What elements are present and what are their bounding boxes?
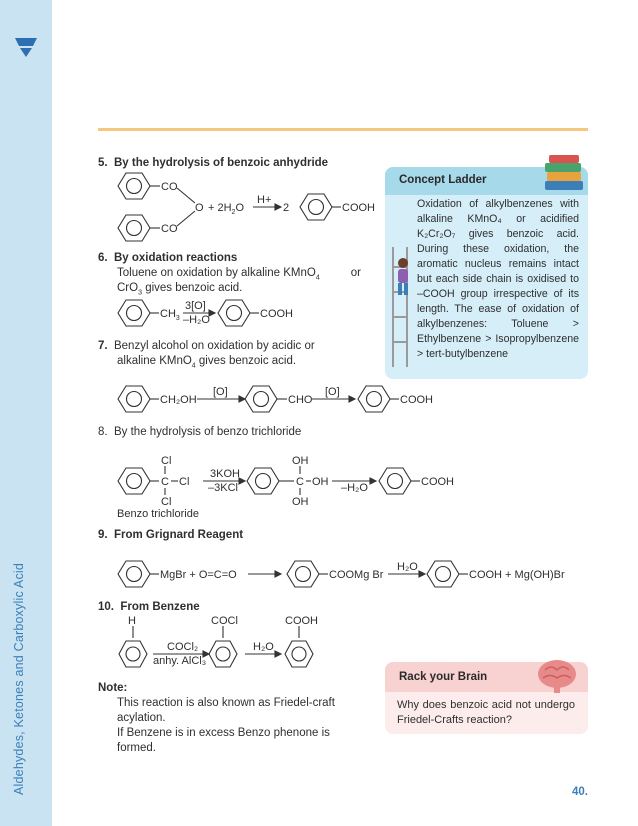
products-label: COOH + Mg(OH)Br	[469, 569, 565, 581]
section-6-heading: 6. By oxidation reactions	[98, 252, 238, 264]
reagent-above-label: 3KOH	[210, 468, 240, 480]
reaction-5-diagram	[115, 170, 375, 245]
reagent-below-label: anhy. AlCl₃	[153, 655, 207, 667]
cooh-label: COOH	[285, 615, 318, 627]
header-rule	[98, 128, 588, 131]
salt-label: COOMg Br	[329, 569, 384, 581]
brain-icon	[535, 658, 579, 694]
concept-ladder-title: Concept Ladder	[399, 174, 487, 186]
logo-icon	[14, 36, 38, 58]
reaction-7-diagram	[115, 384, 445, 416]
co-bottom-label: CO	[161, 223, 178, 235]
cooh-label: COOH	[342, 202, 375, 214]
dehydration-label: –H₂O	[341, 482, 368, 494]
cl-bottom-label: Cl	[161, 496, 172, 508]
bridge-o-label: O	[195, 202, 204, 214]
cl-top-label: Cl	[161, 455, 172, 467]
section-9-heading: 9. From Grignard Reagent	[98, 529, 244, 541]
water-label: H₂O	[253, 641, 274, 653]
section-8-heading: 8. By the hydrolysis of benzo trichloride	[98, 426, 302, 438]
coefficient-label: 2	[283, 202, 290, 214]
reaction-10-diagram	[115, 614, 345, 674]
benzo-trichloride-caption: Benzo trichloride	[117, 508, 199, 520]
section-5-heading: 5. By the hydrolysis of benzoic anhydride	[98, 157, 329, 169]
h-label: H	[128, 615, 136, 627]
oh-top-label: OH	[292, 455, 309, 467]
cho-label: CHO	[288, 394, 313, 406]
oh-right-label: OH	[312, 476, 329, 488]
cooh-label: COOH	[260, 308, 293, 320]
note-line4: formed.	[117, 742, 156, 754]
reagent-above-label: COCl₂	[167, 641, 199, 653]
rack-your-brain-box	[385, 662, 588, 734]
section-7-line1: 7. Benzyl alcohol on oxidation by acidic or	[98, 340, 315, 352]
sidebar	[0, 0, 52, 826]
hplus-label: H+	[257, 194, 272, 206]
reaction-9-diagram	[115, 559, 585, 591]
reaction-8-diagram	[115, 452, 465, 522]
page-number: 40.	[572, 786, 588, 798]
note-line3: If Benzene is in excess Benzo phenone is	[117, 727, 330, 739]
section-7-line2: alkaline KMnO$_4$ gives benzoic acid.	[117, 355, 297, 370]
water-label: H₂O	[397, 561, 418, 573]
co-top-label: CO	[161, 181, 178, 193]
concept-ladder-box	[385, 167, 588, 379]
cooh-label: COOH	[400, 394, 433, 406]
note-label: Note:	[98, 682, 128, 694]
grignard-label: MgBr + O=C=O	[160, 569, 237, 581]
reaction-6-diagram	[115, 298, 315, 330]
ch2oh-label: CH₂OH	[160, 394, 197, 406]
cl-right-label: Cl	[179, 476, 190, 488]
oh-bottom-label: OH	[292, 496, 309, 508]
carbon-2-label: C	[296, 476, 304, 488]
section-6-text-line1: Toluene on oxidation by alkaline KMnO$_4$ or	[117, 267, 361, 282]
chapter-title: Aldehydes, Ketones and Carboxylic Acid	[12, 562, 26, 795]
section-6-text-line2: CrO$_3$ gives benzoic acid.	[117, 282, 243, 297]
reagent-below-label: –H₂O	[183, 314, 210, 326]
cocl-label: COCl	[211, 615, 238, 627]
reagent-below-label: –3KCl	[208, 482, 238, 494]
rack-your-brain-title: Rack your Brain	[399, 671, 488, 683]
cooh-label: COOH	[421, 476, 454, 488]
books-icon	[543, 153, 587, 193]
ladder-icon	[389, 247, 413, 367]
rack-your-brain-question: Why does benzoic acid not undergo Friedel-Crafts reaction?	[397, 699, 575, 726]
oxidant-2-label: [O]	[325, 386, 340, 398]
water-label: + $2H_2O$	[208, 202, 245, 216]
ch3-label: $CH_3$	[160, 308, 180, 322]
concept-ladder-text: Oxidation of alkylbenzenes with alkaline KMnO₄ or acidified K₂Cr₂O₇ gives benzoic acid. During these oxidation, the aromatic nucleus remains intact but each side chain is oxidised to –COOH group irrespective of its length. The ease of oxidation of alkylbenzenes: Toluene > Ethylbenzene > Isopropylbenzene > tert-butylbenzene	[417, 198, 579, 360]
section-10-heading: 10. From Benzene	[98, 601, 200, 613]
note-line1: This reaction is also known as Friedel-craft	[117, 697, 335, 709]
oxidant-1-label: [O]	[213, 386, 228, 398]
reagent-above-label: 3[O]	[185, 300, 206, 312]
carbon-label: C	[161, 476, 169, 488]
note-line2: acylation.	[117, 712, 166, 724]
